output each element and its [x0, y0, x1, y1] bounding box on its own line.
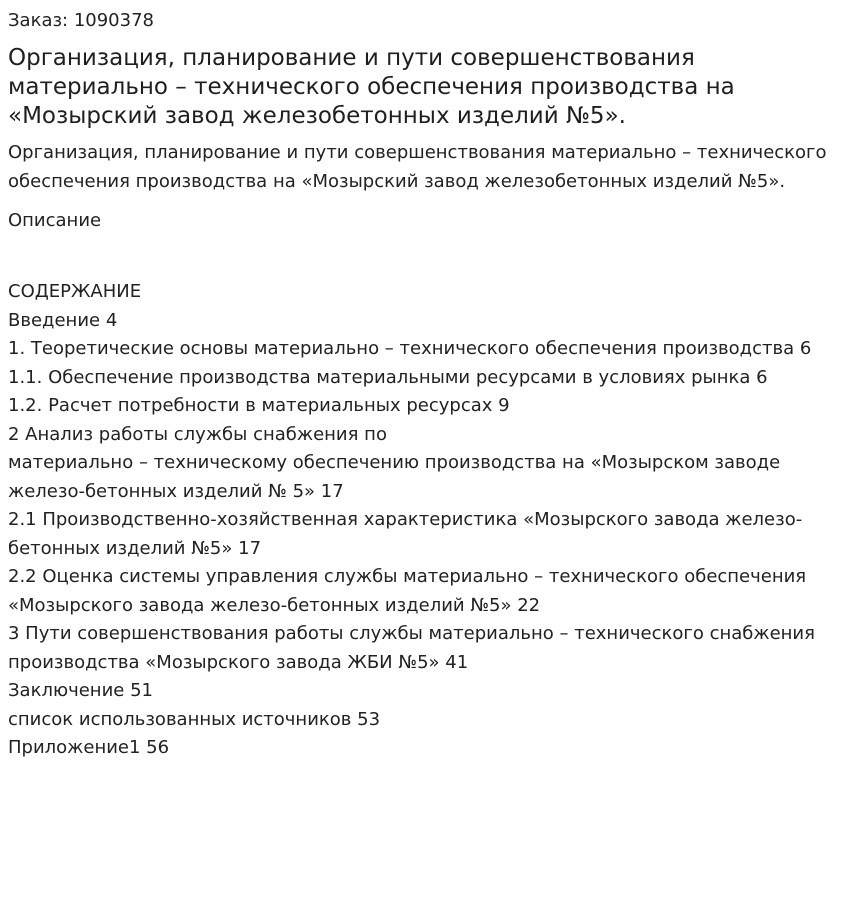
toc-list — [8, 307, 839, 763]
page-subtitle: Организация, планирование и пути совершенствования материально – технического обеспечения производства на «Мозырский завод железобетонных изделий №5». — [8, 142, 827, 192]
toc-item-appendix: Приложение1 56 — [8, 737, 170, 758]
order-number: Заказ: 1090378 — [8, 10, 154, 31]
toc-item-chapter-3: 3 Пути совершенствования работы службы материально – технического снабжения производства «Мозырского завода ЖБИ №5» 41 — [8, 623, 815, 673]
toc-item-introduction: Введение 4 — [8, 309, 118, 331]
table-of-contents — [8, 278, 839, 763]
toc-item-section-1-2: 1.2. Расчет потребности в материальных ресурсах 9 — [8, 395, 510, 416]
toc-item-chapter-2-continued: материально – техническому обеспечению производства на «Мозырском заводе железо-бетонных изделий № 5» 17 — [8, 452, 781, 502]
toc-heading: СОДЕРЖАНИЕ — [8, 281, 142, 302]
description-heading: Описание — [8, 210, 102, 231]
toc-item-section-1-1: 1.1. Обеспечение производства материальными ресурсами в условиях рынка 6 — [8, 366, 768, 388]
toc-item-section-2-1: 2.1 Производственно-хозяйственная характеристика «Мозырского завода железо-бетонных изделий №5» 17 — [8, 509, 803, 559]
toc-item-chapter-2: 2 Анализ работы службы снабжения по — [8, 423, 387, 445]
toc-item-conclusion: Заключение 51 — [8, 680, 153, 701]
toc-item-references: список использованных источников 53 — [8, 708, 381, 730]
toc-item-section-2-2: 2.2 Оценка системы управления службы материально – технического обеспечения «Мозырского завода железо-бетонных изделий №5» 22 — [8, 566, 807, 616]
toc-item-chapter-1: 1. Теоретические основы материально – технического обеспечения производства 6 — [8, 338, 812, 359]
page-title: Организация, планирование и пути совершенствования материально – технического обеспечения производства на «Мозырский завод железобетонных изделий №5». — [8, 45, 735, 129]
